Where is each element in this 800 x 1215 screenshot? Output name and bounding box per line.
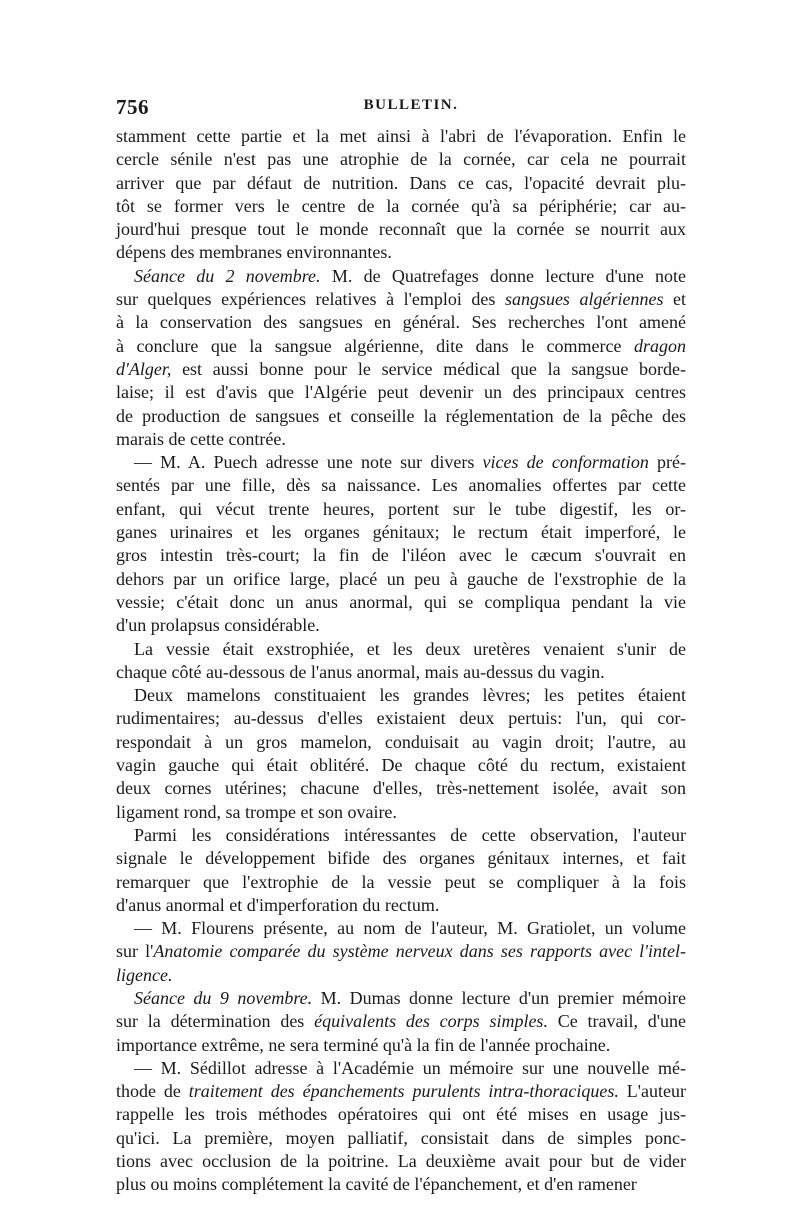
text-segment: plus ou moins complétement la cavité de l'épanchement, et d'en ramener xyxy=(116,1174,637,1195)
text-segment: rappelle les trois méthodes opératoires qui ont été mises en usage jus- xyxy=(116,1104,686,1125)
italic-segment: Séance du 9 novembre. xyxy=(134,987,313,1008)
text-segment: dehors par un orifice large, placé un peu à gauche de l'exstrophie de la xyxy=(116,568,686,589)
text-segment: qu'ici. La première, moyen palliatif, consistait dans de simples ponc- xyxy=(116,1127,686,1148)
text-line xyxy=(116,428,686,451)
text-segment: Parmi les considérations intéressantes de cette observation, l'auteur xyxy=(134,824,686,845)
text-line xyxy=(116,684,686,707)
text-line xyxy=(116,1173,686,1196)
text-line xyxy=(116,1080,686,1103)
text-segment: arriver que par défaut de nutrition. Dans ce cas, l'opacité devrait plu- xyxy=(116,172,686,193)
text-line xyxy=(116,335,686,358)
text-segment: — M. Sédillot adresse à l'Académie un mémoire sur une nouvelle mé- xyxy=(134,1057,686,1078)
text-line xyxy=(116,754,686,777)
text-line xyxy=(116,381,686,404)
text-line xyxy=(116,614,686,637)
text-segment: à conclure que la sangsue algérienne, dite dans le commerce xyxy=(116,335,634,356)
text-line xyxy=(116,195,686,218)
text-segment: d'anus anormal et d'imperforation du rectum. xyxy=(116,894,440,915)
text-segment: stamment cette partie et la met ainsi à l'abri de l'évaporation. Enfin le xyxy=(116,126,686,146)
italic-segment: Séance du 2 novembre. xyxy=(134,265,321,286)
text-segment: thode de xyxy=(116,1081,189,1102)
text-line xyxy=(116,1103,686,1126)
text-line xyxy=(116,871,686,894)
text-line xyxy=(116,568,686,591)
text-segment: ganes urinaires et les organes génitaux; le rectum était imperforé, le xyxy=(116,522,686,543)
text-line xyxy=(116,638,686,661)
text-segment: à la conservation des sangsues en général. Ses recherches l'ont amené xyxy=(116,312,686,333)
text-line xyxy=(116,125,686,148)
text-line xyxy=(116,474,686,497)
text-line xyxy=(116,940,686,963)
text-segment: signale le développement bifide des organes génitaux internes, et fait xyxy=(116,848,686,869)
running-title: BULLETIN. xyxy=(363,97,459,113)
text-segment: sur l' xyxy=(116,941,154,962)
text-line xyxy=(116,311,686,334)
italic-segment: sangsues algériennes xyxy=(504,289,664,310)
text-segment: ligament rond, sa trompe et son ovaire. xyxy=(116,801,397,822)
text-line xyxy=(116,1150,686,1173)
text-line xyxy=(116,777,686,800)
italic-segment: Anatomie comparée du système nerveux dans ses rapports avec l'intel- xyxy=(153,941,686,962)
text-line xyxy=(116,265,686,288)
text-segment: d'un prolapsus considérable. xyxy=(116,615,320,636)
text-line xyxy=(116,1034,686,1057)
italic-segment: d'Alger, xyxy=(116,358,172,379)
text-segment: cercle sénile n'est pas une atrophie de la cornée, car cela ne pourrait xyxy=(116,149,686,170)
text-line xyxy=(116,847,686,870)
text-line xyxy=(116,964,686,987)
text-line xyxy=(116,591,686,614)
page-number: 756 xyxy=(116,95,149,119)
text-line xyxy=(116,241,686,264)
text-segment: — M. A. Puech adresse une note sur divers xyxy=(134,452,483,473)
text-segment: de production de sangsues et conseille la réglementation de la pêche des xyxy=(116,405,686,426)
text-line xyxy=(116,544,686,567)
text-segment: et xyxy=(663,289,687,310)
text-segment: sentés par une fille, dès sa naissance. Les anomalies offertes par cette xyxy=(116,475,686,496)
text-line xyxy=(116,405,686,428)
italic-segment: dragon xyxy=(633,335,686,356)
text-segment: M. de Quatrefages donne lecture d'une note xyxy=(320,265,686,286)
text-segment: importance extrême, ne sera terminé qu'à la fin de l'année prochaine. xyxy=(116,1034,611,1055)
text-line xyxy=(116,801,686,824)
text-segment: marais de cette contrée. xyxy=(116,428,286,449)
text-segment: est aussi bonne pour le service médical que la sangsue borde- xyxy=(171,358,686,379)
body-text xyxy=(116,125,686,1197)
text-segment: vessie; c'était donc un anus anormal, qui se compliqua pendant la vie xyxy=(116,591,686,612)
text-segment: remarquer que l'extrophie de la vessie peut se compliquer à la fois xyxy=(116,871,686,892)
text-line xyxy=(116,1057,686,1080)
text-segment: tions avec occlusion de la poitrine. La deuxième avait pour but de vider xyxy=(116,1151,686,1172)
text-line xyxy=(116,498,686,521)
text-segment: laise; il est d'avis que l'Algérie peut devenir un des principaux centres xyxy=(116,382,686,403)
text-segment: Ce travail, d'une xyxy=(547,1011,687,1032)
text-segment: La vessie était exstrophiée, et les deux uretères venaient s'unir de xyxy=(134,638,686,659)
text-line xyxy=(116,987,686,1010)
text-segment: rudimentaires; au-dessus d'elles existaient deux pertuis: l'un, qui cor- xyxy=(116,708,686,729)
text-segment: respondait à un gros mamelon, conduisait au vagin droit; l'autre, au xyxy=(116,731,686,752)
text-segment: jourd'hui presque tout le monde reconnaît que la cornée se nourrit aux xyxy=(116,219,686,240)
text-segment: — M. Flourens présente, au nom de l'auteur, M. Gratiolet, un volume xyxy=(134,918,686,939)
text-segment: tôt se former vers le centre de la cornée qu'à sa périphérie; car au- xyxy=(116,195,686,216)
text-segment: enfant, qui vécut trente heures, portent sur le tube digestif, les or- xyxy=(116,498,686,519)
text-line xyxy=(116,288,686,311)
text-line xyxy=(116,358,686,381)
text-line xyxy=(116,824,686,847)
text-segment: L'auteur xyxy=(618,1081,686,1102)
text-segment: gros intestin très-court; la fin de l'iléon avec le cæcum s'ouvrait en xyxy=(116,545,686,566)
page-header xyxy=(116,95,686,125)
text-segment: sur la détermination des xyxy=(116,1011,315,1032)
text-line xyxy=(116,521,686,544)
italic-segment: équivalents des corps simples. xyxy=(314,1011,548,1032)
text-line xyxy=(116,172,686,195)
text-segment: dépens des membranes environnantes. xyxy=(116,242,392,263)
italic-segment: ligence. xyxy=(116,964,173,985)
text-line xyxy=(116,218,686,241)
text-segment: Deux mamelons constituaient les grandes lèvres; les petites étaient xyxy=(134,685,686,706)
text-line xyxy=(116,707,686,730)
text-line xyxy=(116,1127,686,1150)
text-line xyxy=(116,894,686,917)
book-page xyxy=(116,95,686,1197)
text-segment: vagin gauche qui était oblitéré. De chaque côté du rectum, existaient xyxy=(116,755,686,776)
text-line xyxy=(116,661,686,684)
text-line xyxy=(116,731,686,754)
italic-segment: traitement des épanchements purulents intra-thoraciques. xyxy=(188,1081,619,1102)
text-segment: chaque côté au-dessous de l'anus anormal, mais au-dessus du vagin. xyxy=(116,661,605,682)
text-line xyxy=(116,148,686,171)
text-line xyxy=(116,451,686,474)
text-line xyxy=(116,917,686,940)
text-segment: M. Dumas donne lecture d'un premier mémoire xyxy=(312,987,687,1008)
text-segment: sur quelques expériences relatives à l'emploi des xyxy=(116,289,505,310)
text-segment: deux cornes utérines; chacune d'elles, très-nettement isolée, avait son xyxy=(116,778,686,799)
text-segment: pré- xyxy=(648,452,686,473)
italic-segment: vices de conformation xyxy=(482,452,649,473)
text-line xyxy=(116,1010,686,1033)
